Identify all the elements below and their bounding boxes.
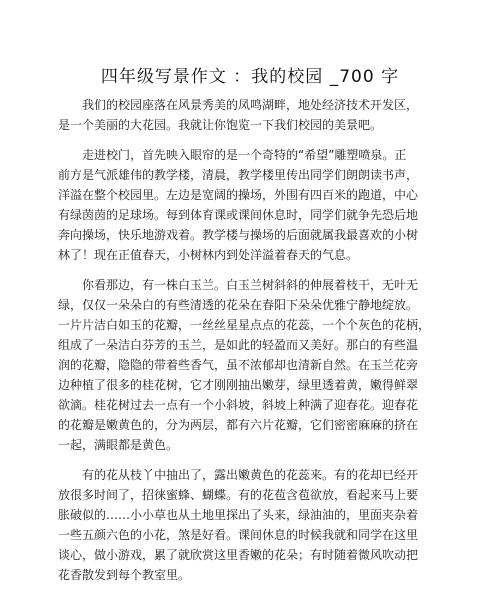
text-line: 一片片洁白如玉的花瓣，一丝丝星星点点的花蕊，一个个灰色的花柄， (58, 318, 431, 332)
text-line: 你看那边，有一株白玉兰。白玉兰树斜斜的伸展着枝干，无叶无 (82, 278, 419, 292)
text-line: 谈心，做小游戏，累了就欣赏这里香嫩的花朵；有时随着微风吹动把 (58, 548, 419, 562)
text-line: 奔向操场，快乐地游戏着。教学楼与操场的后面就属我最喜欢的小树 (58, 228, 419, 242)
text-line: 组成了一朵洁白芬芳的玉兰，是如此的轻盈而又美好。那白的有些温 (58, 338, 419, 352)
paragraph (58, 465, 450, 585)
paragraph (58, 275, 450, 455)
text-line: 的花瓣是嫩黄色的，分为两层，都有六片花瓣，它们密密麻麻的挤在 (58, 418, 419, 432)
text-line: 边种植了很多的桂花树，它才刚刚抽出嫩芽，绿里透着黄，嫩得鲜翠 (58, 378, 419, 392)
text-line: 我们的校园座落在风景秀美的凤鸣湖畔，地处经济技术开发区， (82, 98, 419, 112)
document-title: 四年级写景作文 ：我的校园 _700 字 (100, 67, 400, 87)
text-line: 胀破似的……小小草也从土地里探出了头来，绿油油的，里面夹杂着 (58, 508, 419, 522)
text-line: 林了！现在正值春天，小树林内到处洋溢着春天的气息。 (58, 248, 359, 262)
paragraph (58, 95, 450, 135)
text-line: 润的花瓣，隐隐的带着些香气，虽不浓郁却也清新自然。在玉兰花旁 (58, 358, 419, 372)
paragraph (58, 145, 450, 265)
text-line: 是一个美丽的大花园。我就让你饱览一下我们校园的美景吧。 (58, 118, 383, 132)
text-line: 前方是气派雄伟的教学楼，清晨，教学楼里传出同学们朗朗读书声， (58, 168, 419, 182)
text-line: 有的花从枝丫中抽出了，露出嫩黄色的花蕊来。有的花却已经开 (82, 468, 419, 482)
text-line: 走进校门，首先映入眼帘的是一个奇特的“希望”雕塑喷泉。正 (82, 148, 407, 162)
text-line: 花香散发到每个教室里。 (58, 568, 191, 582)
text-line: 洋溢在整个校园里。左边是宽阔的操场，外围有四百米的跑道，中心 (58, 188, 419, 202)
text-line: 有绿茵茵的足球场。每到体育课或课间休息时，同学们就争先恐后地 (58, 208, 419, 222)
text-line: 欲滴。桂花树过去一点有一个小斜坡，斜坡上种满了迎春花。迎春花 (58, 398, 419, 412)
text-line: 绿，仅仅一朵朵白的有些清透的花朵在春阳下朵朵优雅宁静地绽放。 (58, 298, 419, 312)
text-line: 放很多时间了，招徕蜜蜂、蝴蝶。有的花苞含苞欲放，看起来马上要 (58, 488, 419, 502)
text-line: 一些五颜六色的小花，煞是好看。课间休息的时候我就和同学在这里 (58, 528, 419, 542)
text-line: 一起，满眼都是黄色。 (58, 438, 179, 452)
document-body (58, 95, 450, 595)
